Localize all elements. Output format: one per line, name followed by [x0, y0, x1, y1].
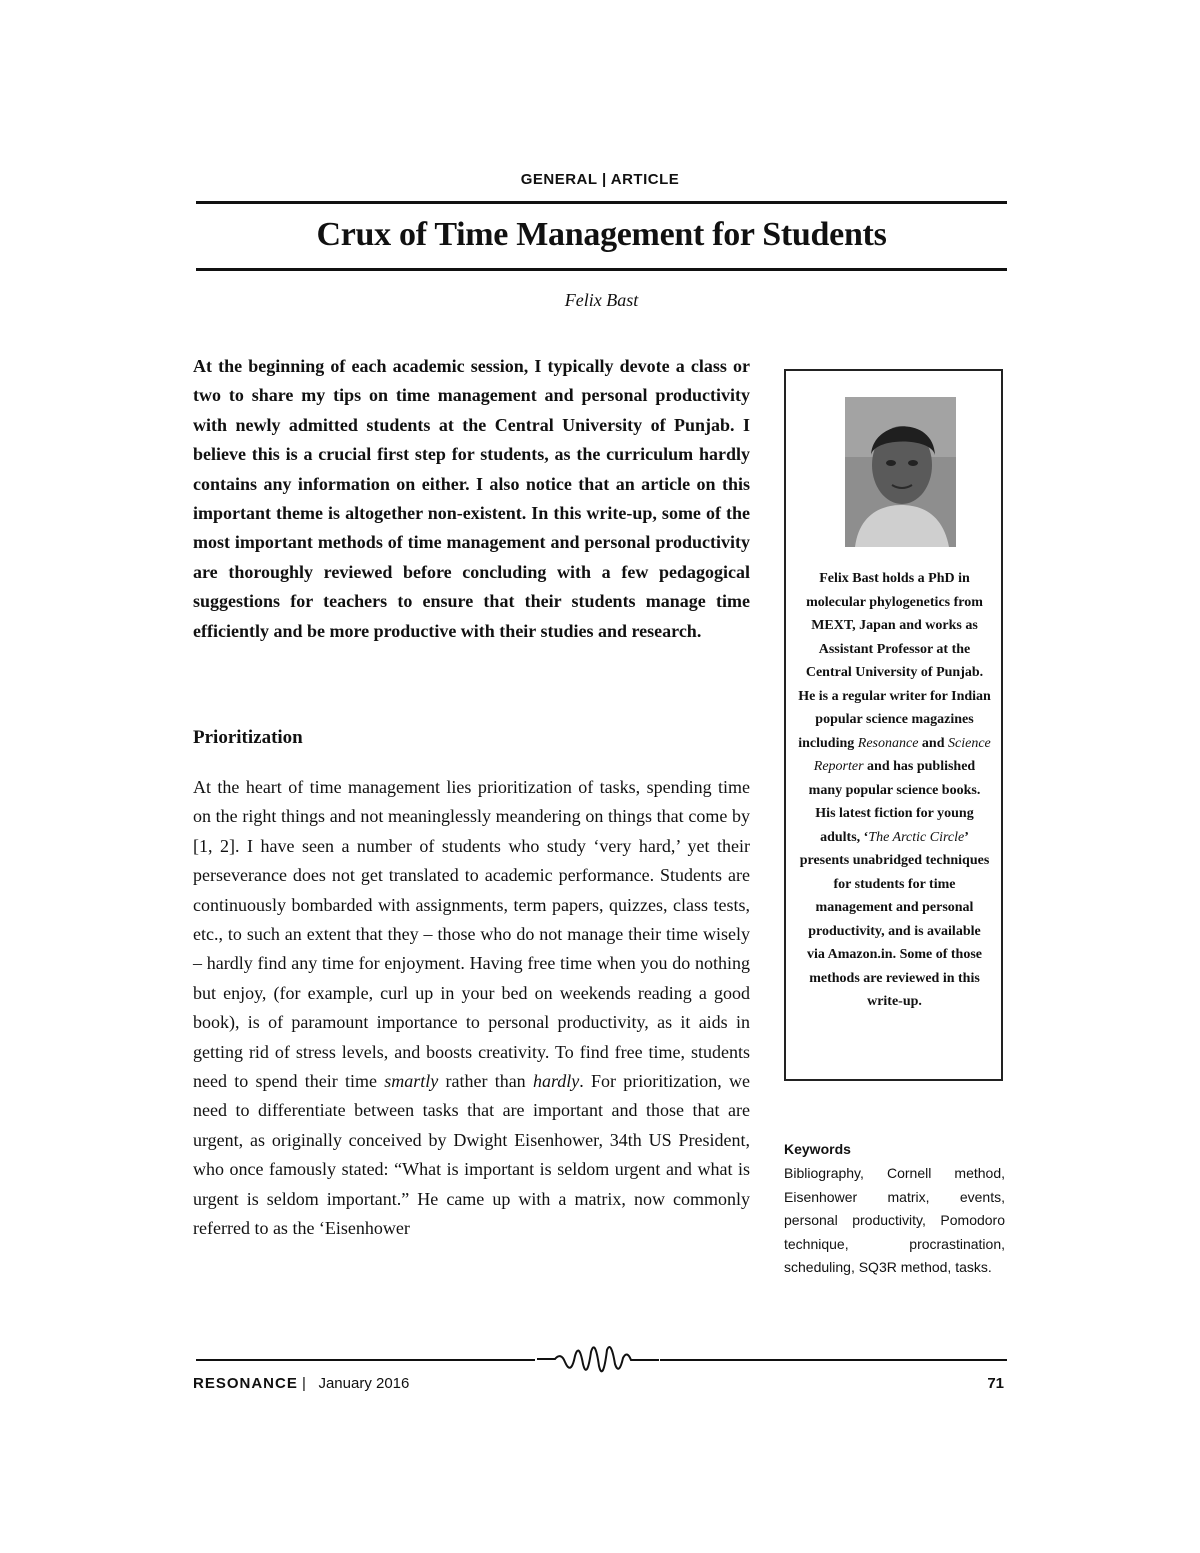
page-number: 71	[987, 1375, 1004, 1392]
body-text-1: At the heart of time management lies prioritization of tasks, spending time on the right things and not meaninglessly meandering on things that come by [1, 2]. I have seen a number of students who study ‘very hard,’ yet their perseverance does not get translated to academic performance. Students are continuously bombarded with assignments, term papers, quizzes, class tests, etc., to such an extent that they – those who do not manage their time wisely – hardly find any time for enjoyment. Having free time when you do nothing but enjoy, (for example, curl up in your bed on weekends reading a good book), is of paramount importance to personal productivity, as it aids in getting rid of stress levels, and boosts creativity. To find free time, students need to spend their time	[193, 777, 750, 1092]
body-emphasis-1: smartly	[384, 1071, 439, 1092]
bio-emphasis-2: Science Reporter	[813, 735, 991, 774]
bio-text-3: and has published many popular science books. His latest fiction for young adults, ‘	[808, 759, 981, 845]
section-tag: GENERAL | ARTICLE	[520, 171, 680, 188]
bio-emphasis-1: Resonance	[857, 735, 919, 751]
keywords-heading: Keywords	[784, 1141, 851, 1157]
footer-journal-info	[193, 1375, 409, 1392]
author-bio	[798, 567, 991, 1014]
body-text-2: rather than	[438, 1071, 533, 1092]
body-paragraph	[193, 773, 750, 1244]
abstract: At the beginning of each academic session, I typically devote a class or two to share my tips on time management and personal productivity with newly admitted students at the Central University of Punjab. I believe this is a crucial first step for students, as the curriculum hardly contains any information on either. I also notice that an article on this important theme is altogether non-existent. In this write-up, some of the most important methods of time management and personal productivity are thoroughly reviewed before concluding with a few pedagogical suggestions for teachers to ensure that their students manage time efficiently and be more productive with their studies and research.	[193, 356, 750, 641]
section-heading: Prioritization	[193, 727, 303, 748]
footer-date: January 2016	[318, 1375, 410, 1392]
article-title: Crux of Time Management for Students	[316, 216, 887, 253]
bio-text-2: and	[918, 735, 948, 751]
bio-emphasis-3: The Arctic Circle	[868, 829, 965, 845]
title-bottom-rule	[196, 268, 1007, 271]
body-emphasis-2: hardly	[532, 1071, 580, 1092]
bio-text-4: ’ presents unabridged techniques for students for time management and personal productivity, and is available via Amazon.in. Some of those methods are reviewed in this write-up.	[799, 829, 990, 1009]
author-photo	[845, 397, 956, 547]
bio-text-1: Felix Bast holds a PhD in molecular phylogenetics from MEXT, Japan and works as Assistant Professor at the Central University of Punjab. He is a regular writer for Indian popular science magazines including	[798, 571, 991, 751]
footer-separator: |	[302, 1375, 306, 1392]
author-bio-box	[784, 369, 1003, 1081]
title-top-rule	[196, 201, 1007, 204]
journal-wave-logo	[535, 1338, 660, 1386]
author-name: Felix Bast	[564, 290, 639, 310]
keywords-list: Bibliography, Cornell method, Eisenhower matrix, events, personal productivity, Pomodoro technique, procrastination, scheduling, SQ3R method, tasks.	[784, 1165, 1005, 1275]
body-text-3: . For prioritization, we need to differentiate between tasks that are important and those that are urgent, as originally conceived by Dwight Eisenhower, 34th US President, who once famously stated: “What is important is seldom urgent and what is urgent is seldom important.” He came up with a matrix, now commonly referred to as the ‘Eisenhower	[193, 1071, 750, 1239]
footer-journal-name: RESONANCE	[193, 1375, 298, 1392]
